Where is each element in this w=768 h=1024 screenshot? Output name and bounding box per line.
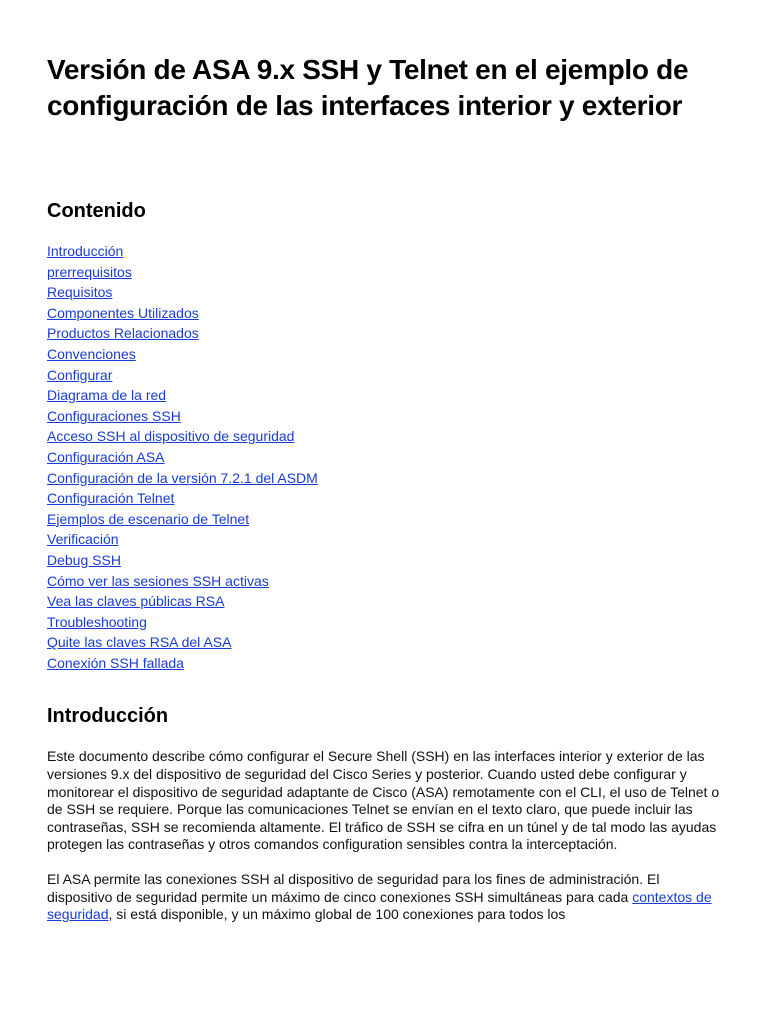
toc-link[interactable]: Configuraciones SSH xyxy=(47,407,181,424)
toc-item xyxy=(47,365,727,386)
security-contexts-link[interactable]: contextos de seguridad xyxy=(47,888,712,923)
toc-item xyxy=(47,385,727,406)
toc-link[interactable]: Introducción xyxy=(47,243,124,259)
table-of-contents xyxy=(47,241,727,673)
toc-link[interactable]: Diagrama de la red xyxy=(47,387,167,404)
toc-link[interactable]: Configurar xyxy=(47,366,113,383)
paragraph-text: , si está disponible, y un máximo global de 100 conexiones para todos los xyxy=(108,906,566,923)
toc-link[interactable]: Requisitos xyxy=(47,284,113,301)
toc-link[interactable]: Cómo ver las sesiones SSH activas xyxy=(47,572,269,589)
toc-item xyxy=(47,447,727,468)
toc-link[interactable]: Configuración de la versión 7.2.1 del ASDM xyxy=(47,469,318,486)
toc-link[interactable]: Acceso SSH al dispositivo de seguridad xyxy=(47,428,295,445)
toc-item xyxy=(47,426,727,447)
intro-paragraph: Este documento describe cómo configurar el Secure Shell (SSH) en las interfaces interior y exterior de las versiones 9.x del dispositivo de seguridad del Cisco Series y posterior. Cuando usted debe configurar y monitorear el dispositivo de seguridad adaptante de Cisco (ASA) remotamente con el CLI, el uso de Telnet o de SSH se requiere. Porque las comunicaciones Telnet se envían en el texto claro, que puede incluir las contraseñas, SSH se recomienda altamente. El tráfico de SSH se cifra en un túnel y de tal modo las ayudas protegen las contraseñas y otros comandos configuration sensibles contra la interceptación. xyxy=(47,748,720,853)
intro-paragraph-2 xyxy=(47,871,727,924)
toc-item xyxy=(47,282,727,303)
paragraph-text: El ASA permite las conexiones SSH al dispositivo de seguridad para los fines de administración. El dispositivo de seguridad permite un máximo de cinco conexiones SSH simultáneas para cada xyxy=(47,871,660,905)
toc-link[interactable]: Componentes Utilizados xyxy=(47,304,199,321)
toc-link[interactable]: Configuración ASA xyxy=(47,448,165,465)
toc-link[interactable]: Convenciones xyxy=(47,345,136,362)
toc-link[interactable]: Ejemplos de escenario de Telnet xyxy=(47,510,250,527)
document-title: Versión de ASA 9.x SSH y Telnet en el ejemplo de configuración de las interfaces interior y exterior xyxy=(47,54,689,121)
toc-item xyxy=(47,241,727,262)
toc-item xyxy=(47,571,727,592)
toc-item xyxy=(47,653,727,674)
document-page xyxy=(47,52,727,924)
toc-link[interactable]: Conexión SSH fallada xyxy=(47,654,184,671)
toc-heading: Contenido xyxy=(47,200,146,222)
toc-item xyxy=(47,323,727,344)
toc-item xyxy=(47,529,727,550)
intro-heading: Introducción xyxy=(47,705,169,728)
toc-item xyxy=(47,344,727,365)
toc-item xyxy=(47,488,727,509)
toc-item xyxy=(47,612,727,633)
toc-item xyxy=(47,591,727,612)
toc-link[interactable]: Quite las claves RSA del ASA xyxy=(47,634,232,651)
toc-link[interactable]: Troubleshooting xyxy=(47,613,147,630)
toc-link[interactable]: Vea las claves públicas RSA xyxy=(47,593,225,610)
toc-link[interactable]: prerrequisitos xyxy=(47,263,132,280)
toc-item xyxy=(47,509,727,530)
toc-link[interactable]: Productos Relacionados xyxy=(47,325,199,342)
toc-link[interactable]: Debug SSH xyxy=(47,551,121,568)
toc-link[interactable]: Verificación xyxy=(47,531,119,548)
toc-item xyxy=(47,632,727,653)
toc-link[interactable]: Configuración Telnet xyxy=(47,490,175,507)
toc-item xyxy=(47,262,727,283)
toc-item xyxy=(47,550,727,571)
toc-item xyxy=(47,406,727,427)
toc-item xyxy=(47,468,727,489)
toc-item xyxy=(47,303,727,324)
